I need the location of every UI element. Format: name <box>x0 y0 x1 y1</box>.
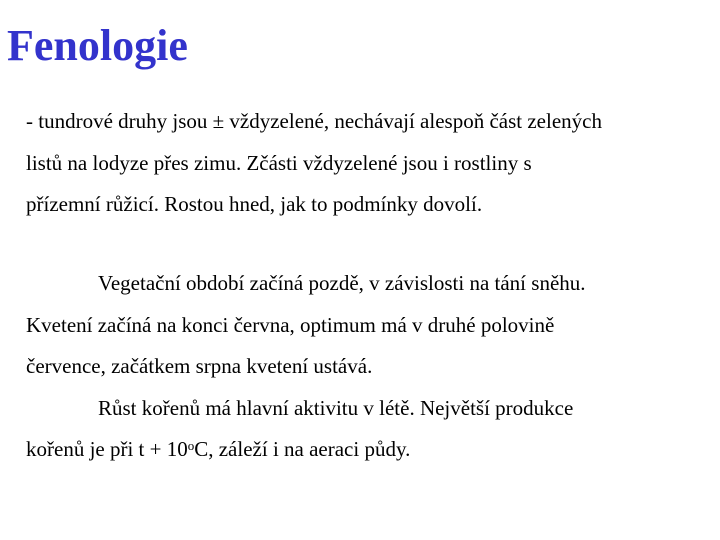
text-segment: kořenů je při t + 10 <box>26 437 188 461</box>
text-line: Vegetační období začíná pozdě, v závislosti na tání sněhu. <box>98 271 586 295</box>
text-line: Kvetení začíná na konci června, optimum má v druhé polovině <box>26 312 555 337</box>
text-line: listů na lodyze přes zimu. Zčásti vždyzelené jsou i rostliny s <box>26 150 532 175</box>
text-line: Růst kořenů má hlavní aktivitu v létě. Největší produkce <box>98 395 574 420</box>
slide-title: Fenologie <box>7 21 188 70</box>
paragraph-vegetation-period <box>26 263 716 471</box>
text-segment: C, záleží i na aeraci půdy. <box>194 437 411 461</box>
degree-symbol: o <box>187 438 195 453</box>
text-line: - tundrové druhy jsou ± vždyzelené, nechávají alespoň část zelených <box>26 109 602 133</box>
text-line: přízemní růžicí. Rostou hned, jak to podmínky dovolí. <box>26 192 483 216</box>
text-line: července, začátkem srpna kvetení ustává. <box>26 354 373 378</box>
paragraph-tundra-evergreen <box>26 101 716 226</box>
text-line-temperature <box>26 429 716 471</box>
